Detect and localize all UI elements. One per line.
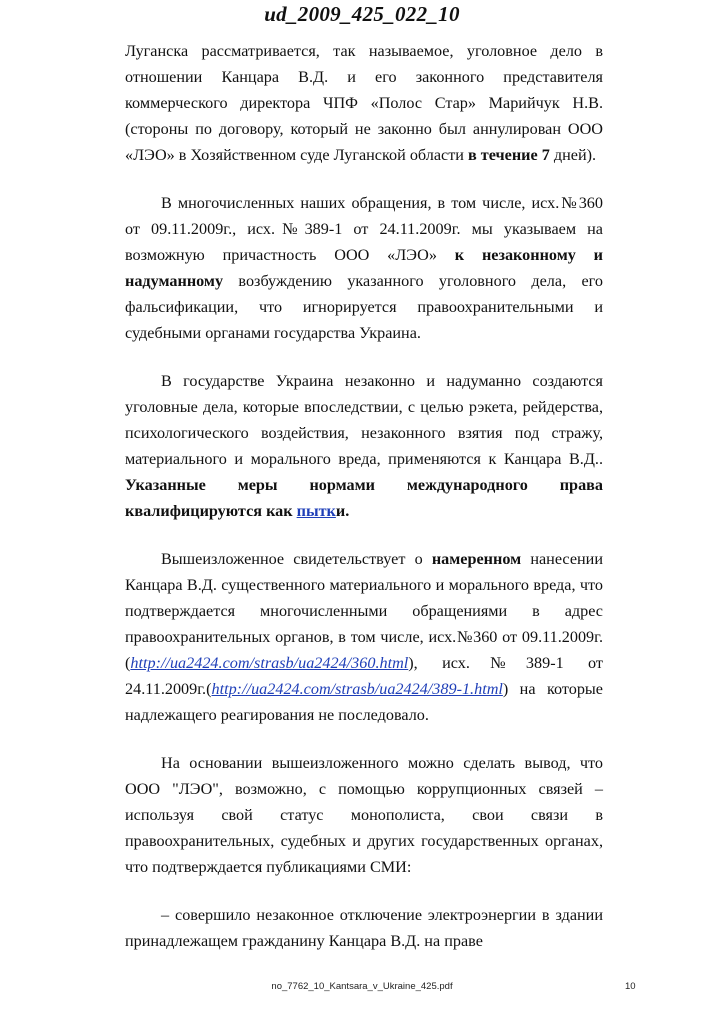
- document-header-title: ud_2009_425_022_10: [264, 2, 460, 26]
- paragraph-3: [125, 368, 603, 524]
- torture-link[interactable]: пытк: [296, 502, 336, 520]
- paragraph-4-text-mid2: ), исх.№389-1 от 24.11.2009г.(: [125, 654, 603, 698]
- paragraph-6: [125, 902, 603, 954]
- paragraph-1: [125, 38, 603, 168]
- paragraph-1-bold: в течение 7: [468, 146, 550, 164]
- paragraph-6-text: – совершило незаконное отключение электроэнергии в здании принадлежащем гражданину Канцара В.Д. на праве: [125, 906, 603, 950]
- paragraph-1-text: Луганска рассматривается, так называемое, уголовное дело в отношении Канцара В.Д. и его законного представителя коммерческого директора ЧПФ «Полос Стар» Марийчук Н.В. (стороны по договору, который не законно был аннулирован ООО «ЛЭО» в Хозяйственном суде Луганской области: [125, 42, 603, 164]
- paragraph-4-bold: намеренном: [431, 550, 522, 568]
- paragraph-4-text-mid: нанесении Канцара В.Д. существенного материального и морального вреда, что подтверждается многочисленными обращениями в адрес правоохранительных органов, в том числе, исх.№360 от 09.11.2009г.(: [125, 550, 603, 672]
- url-link-389-1[interactable]: http://ua2424.com/strasb/ua2424/389-1.html: [211, 680, 503, 698]
- paragraph-2-text: В многочисленных наших обращения, в том числе, исх.№360 от 09.11.2009г., исх.№389-1 от 24.11.2009г. мы указываем на возможную причастность ООО «ЛЭО»: [125, 194, 603, 264]
- paragraph-2: [125, 190, 603, 346]
- paragraph-3-bold: [125, 476, 603, 520]
- document-body: [125, 38, 603, 954]
- paragraph-2-text-end: возбуждению указанного уголовного дела, его фальсификации, что игнорируется правоохранительными и судебными органами государства Украина.: [125, 272, 603, 342]
- paragraph-3-bold-text: Указанные меры нормами международного права квалифицируются как: [125, 476, 603, 520]
- paragraph-3-text: В государстве Украина незаконно и надуманно создаются уголовные дела, которые впоследствии, с целью рэкета, рейдерства, психологического воздействия, незаконного взятия под стражу, материального и морального вреда, применяются к Канцара В.Д..: [125, 372, 603, 468]
- paragraph-1-text-end: дней).: [549, 146, 597, 164]
- paragraph-4-text-end: ) на которые надлежащего реагирования не последовало.: [125, 680, 603, 724]
- paragraph-4: [125, 546, 603, 728]
- paragraph-5-text: На основании вышеизложенного можно сделать вывод, что ООО "ЛЭО", возможно, с помощью коррупционных связей – используя свой статус монополиста, свои связи в правоохранительных, судебных и других государственных органах, что подтверждается публикациями СМИ:: [125, 754, 603, 876]
- footer-page-number: 10: [625, 981, 636, 992]
- paragraph-3-bold-end: и.: [335, 502, 350, 520]
- paragraph-4-text: Вышеизложенное свидетельствует о: [161, 550, 432, 568]
- paragraph-5: [125, 750, 603, 880]
- footer-filename: no_7762_10_Kantsara_v_Ukraine_425.pdf: [271, 981, 453, 992]
- paragraph-2-bold: к незаконному и надуманному: [125, 246, 603, 290]
- url-link-360[interactable]: http://ua2424.com/strasb/ua2424/360.html: [130, 654, 409, 672]
